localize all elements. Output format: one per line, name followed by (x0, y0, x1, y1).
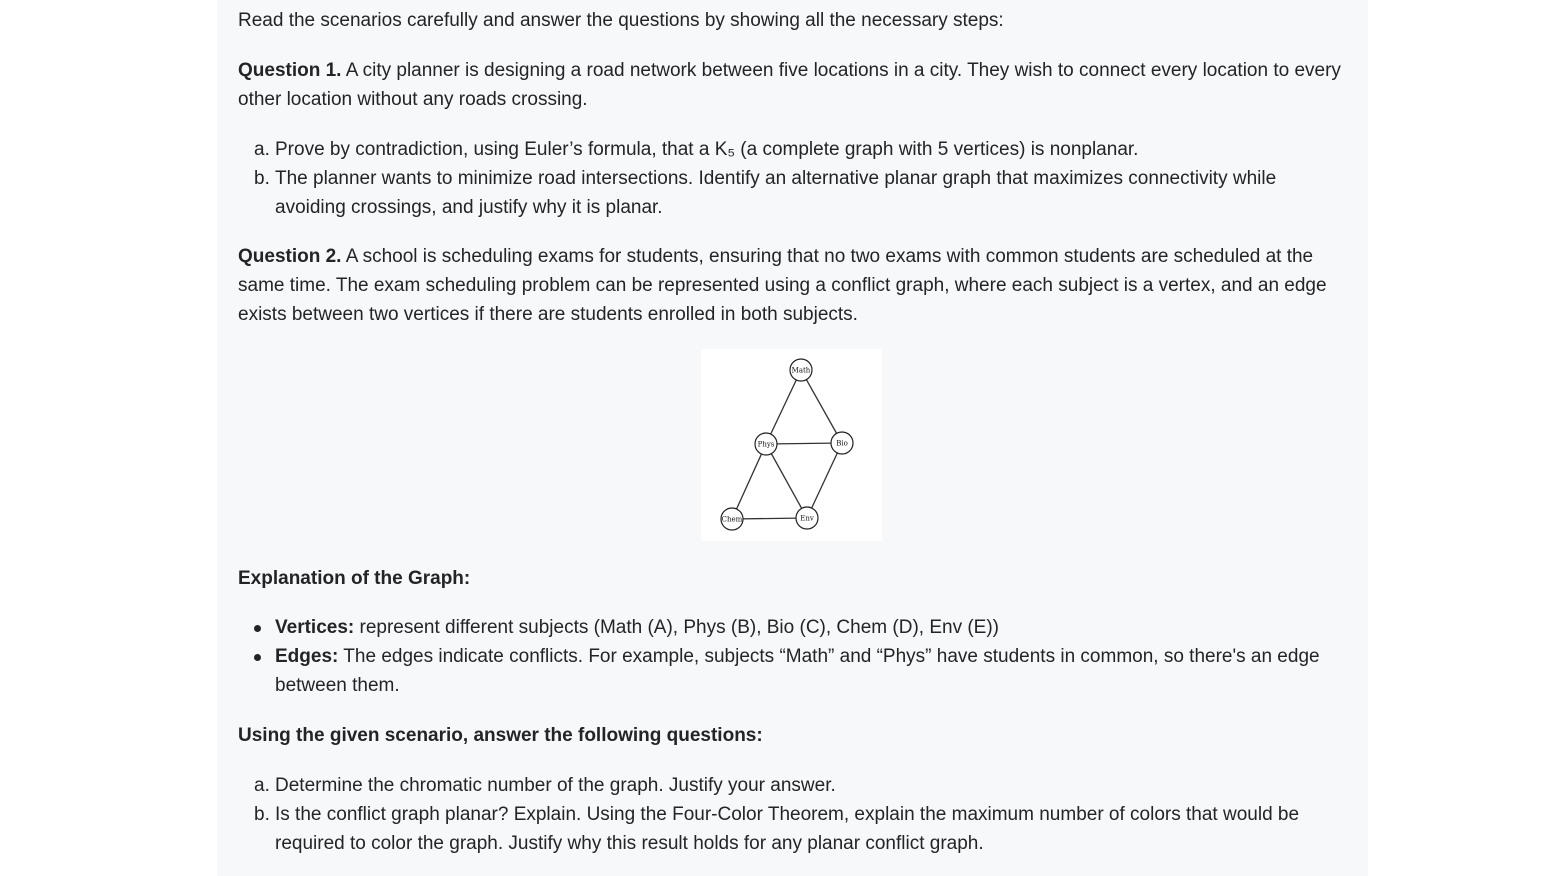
graph-node-env (796, 507, 818, 529)
question-2-part-a (238, 771, 1350, 800)
list-item-text: Determine the chromatic number of the graph. Justify your answer. (275, 775, 836, 796)
list-marker: a. (254, 775, 270, 796)
graph-node-chem (721, 508, 743, 530)
bullet-icon (254, 625, 261, 632)
explanation-item-edges (238, 642, 1350, 700)
graph-edge-math-phys (766, 370, 801, 444)
question-1-part-a (238, 135, 1350, 164)
bullet-icon (254, 654, 261, 661)
list-marker: b. (254, 168, 270, 189)
question-2-parts (238, 771, 1350, 858)
graph-edge-bio-env (807, 443, 842, 518)
graph-node-label: Math (791, 366, 811, 375)
questions-heading (238, 721, 763, 750)
list-marker: a. (254, 139, 270, 160)
content-panel (217, 0, 1368, 876)
question-1-part-b (238, 164, 1350, 222)
graph-node-phys (755, 433, 777, 455)
question-2 (238, 242, 1350, 329)
graph-node-label: Bio (836, 439, 848, 448)
question-1-label: Question 1. (238, 60, 342, 81)
graph-edge-math-bio (801, 370, 842, 443)
explanation-title (238, 564, 470, 593)
explanation-item-vertices (238, 613, 1350, 642)
list-item-text: Is the conflict graph planar? Explain. Using the Four-Color Theorem, explain the maximum number of colors that would be required to color the graph. Justify why this result holds for any planar conflict graph. (275, 804, 1300, 854)
question-1 (238, 56, 1350, 114)
graph-node-label: Chem (721, 515, 743, 524)
graph-node-label: Env (800, 514, 814, 523)
conflict-graph-figure (701, 349, 882, 541)
conflict-graph (701, 349, 882, 541)
graph-node-math (790, 359, 812, 381)
list-item-label: Edges: (275, 646, 339, 667)
graph-edge-phys-chem (732, 444, 766, 519)
question-2-label: Question 2. (238, 246, 342, 267)
list-item-label: Vertices: (275, 617, 355, 638)
list-item-text: The planner wants to minimize road intersections. Identify an alternative planar graph that maximizes connectivity while avoiding crossings, and justify why it is planar. (275, 168, 1277, 218)
question-1-text: A city planner is designing a road network between five locations in a city. They wish to connect every location to every other location without any roads crossing. (238, 60, 1341, 110)
list-item-text: The edges indicate conflicts. For example, subjects “Math” and “Phys” have students in common, so there's an edge between them. (275, 646, 1320, 696)
graph-node-bio (831, 432, 853, 454)
intro-text: Read the scenarios carefully and answer the questions by showing all the necessary steps: (238, 10, 1004, 31)
explanation-title-text: Explanation of the Graph: (238, 568, 471, 589)
explanation-list (238, 613, 1350, 700)
question-2-part-b (238, 800, 1350, 858)
questions-heading-text: Using the given scenario, answer the following questions: (238, 725, 763, 746)
graph-node-label: Phys (757, 440, 775, 449)
question-1-parts (238, 135, 1350, 222)
list-marker: b. (254, 804, 270, 825)
question-2-text: A school is scheduling exams for students, ensuring that no two exams with common students are scheduled at the same time. The exam scheduling problem can be represented using a conflict graph, where each subject is a vertex, and an edge exists between two vertices if there are students enrolled in both subjects. (238, 246, 1327, 325)
list-item-text: Prove by contradiction, using Euler’s formula, that a K₅ (a complete graph with 5 vertices) is nonplanar. (275, 139, 1139, 160)
graph-edge-phys-env (766, 444, 807, 518)
list-item-text: represent different subjects (Math (A), Phys (B), Bio (C), Chem (D), Env (E)) (354, 617, 1000, 638)
